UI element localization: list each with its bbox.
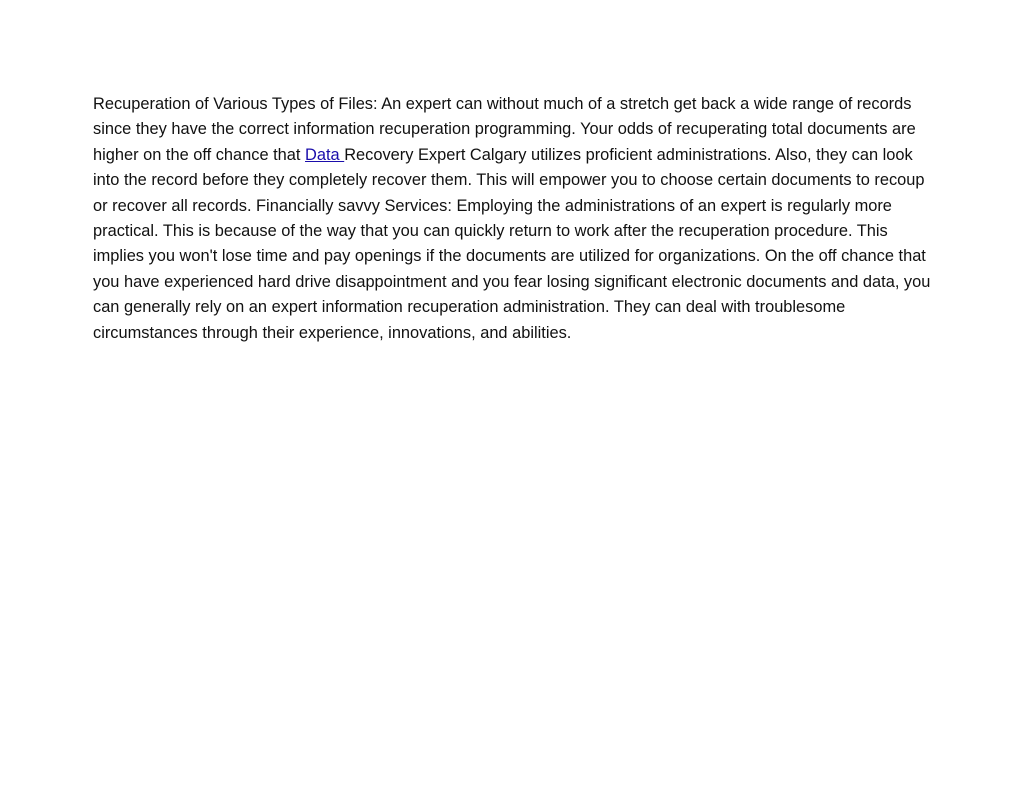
paragraph-text-before-link: Recuperation of Various Types of Files: An expert can without much of a stretch get back a wide range of records since they have the correct information recuperation programming. Your odds of recuperating total documents are higher on the off chance that (93, 95, 916, 164)
body-paragraph (93, 92, 935, 346)
data-link[interactable]: Data (305, 145, 345, 164)
paragraph-text-after-link: Recovery Expert Calgary utilizes proficient administrations. Also, they can look into the record before they completely recover them. This will empower you to choose certain documents to recoup or recover all records. Financially savvy Services: Employing the administrations of an expert is regularly more practical. This is because of the way that you can quickly return to work after the recuperation procedure. This implies you won't lose time and pay openings if the documents are utilized for organizations. On the off chance that you have experienced hard drive disappointment and you fear losing significant electronic documents and data, you can generally rely on an expert information recuperation administration. They can deal with troublesome circumstances through their experience, innovations, and abilities. (93, 145, 931, 342)
